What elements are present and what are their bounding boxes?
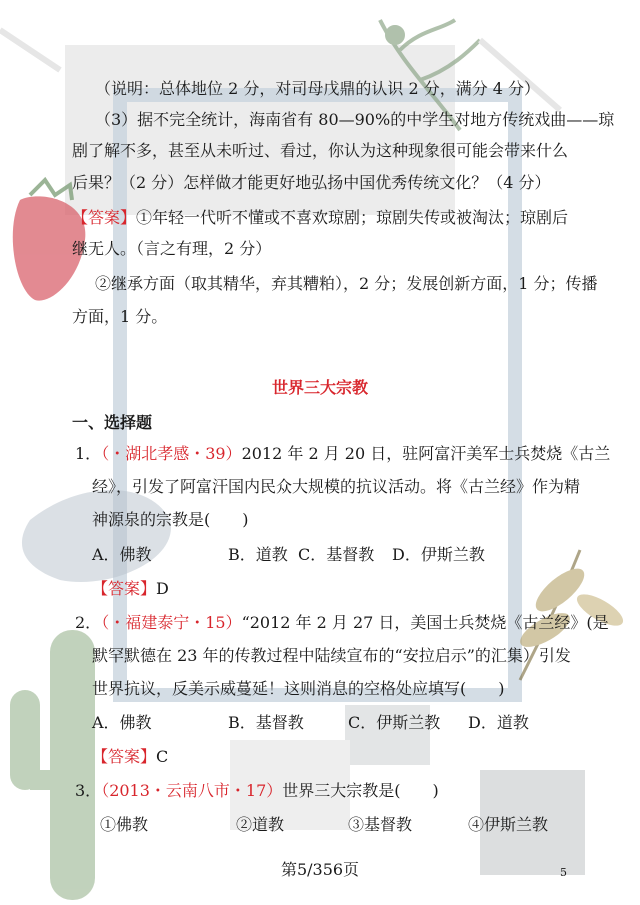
section-title: 世界三大宗教 [271,378,368,397]
q2-answer [92,746,168,768]
q2-option-b: B．基督教 [228,713,304,732]
q1-answer-value: D [156,579,169,598]
q3q-line1 [75,780,600,802]
answer-line1 [72,207,600,229]
q2-number: 2． [75,613,102,632]
q2-line2: 默罕默德在 23 年的传教过程中陆续宣布的“安拉启示”的汇集）引发 [92,646,571,665]
page-number: 5 [560,866,567,879]
q1-option-c: C．基督教 [298,545,375,564]
q1-number: 1． [75,444,102,463]
q3-line3: 后果？（2 分）怎样做才能更好地弘扬中国优秀传统文化？（4 分） [72,173,551,192]
scoring-note: （说明：总体地位 2 分，对司母戊鼎的认识 2 分，满分 4 分） [95,79,541,98]
q1-option-d: D．伊斯兰教 [392,545,485,564]
q2-option-c: C．伊斯兰教 [348,713,441,732]
q1-line3: 神源泉的宗教是( ) [92,510,249,529]
q3-option-4: ④伊斯兰教 [468,815,549,834]
q2-answer-value: C [156,747,169,766]
q2-answer-tag: 【答案】 [92,747,157,766]
q1-line2: 经》，引发了阿富汗国内民众大规模的抗议活动。将《古兰经》作为精 [92,477,581,496]
q3q-number: 3． [75,781,102,800]
q2-line1 [75,612,609,634]
page-footer: 第5/356页 [280,860,360,879]
q2-option-a: A．佛教 [92,713,152,732]
q1-text1: 2012 年 2 月 20 日，驻阿富汗美军士兵焚烧《古兰 [241,444,611,463]
q2-line3: 世界抗议，反美示威蔓延！这则消息的空格处应填写( ) [92,679,505,698]
answer-tag: 【答案】 [72,208,137,227]
q3-line1: （3）据不完全统计，海南省有 80—90%的中学生对地方传统戏曲——琼 [95,110,615,129]
q1-line1 [75,443,611,465]
q1-answer [92,578,169,600]
q2-text1: “2012 年 2 月 27 日，美国士兵焚烧《古兰经》(是 [241,613,609,632]
q3q-source: （2013・云南八市・17） [101,781,283,800]
q3-option-2: ②道教 [236,815,285,834]
q3-option-3: ③基督教 [348,815,413,834]
q3-option-1: ①佛教 [100,815,149,834]
leaf-blob [22,490,171,582]
answer-text: ①年轻一代听不懂或不喜欢琼剧；琼剧失传或被淘汰；琼剧后 [136,208,569,227]
q1-option-a: A．佛教 [92,545,152,564]
q1-option-b: B．道教 [228,545,288,564]
answer-line4: 方面，1 分。 [72,307,168,326]
q1-answer-tag: 【答案】 [92,579,157,598]
q3q-text1: 世界三大宗教是( ) [282,781,439,800]
answer-line3: ②继承方面（取其精华，弃其糟粕），2 分；发展创新方面，1 分；传播 [95,274,598,293]
q2-source: （・福建泰宁・15） [101,613,242,632]
answer-line2: 继无人。（言之有理，2 分） [72,239,272,258]
q3-line2: 剧了解不多，甚至从未听过、看过，你认为这种现象很可能会带来什么 [72,141,569,160]
q2-option-d: D．道教 [468,713,529,732]
section-heading: 一、选择题 [72,413,153,432]
q1-source: （・湖北孝感・39） [101,444,242,463]
